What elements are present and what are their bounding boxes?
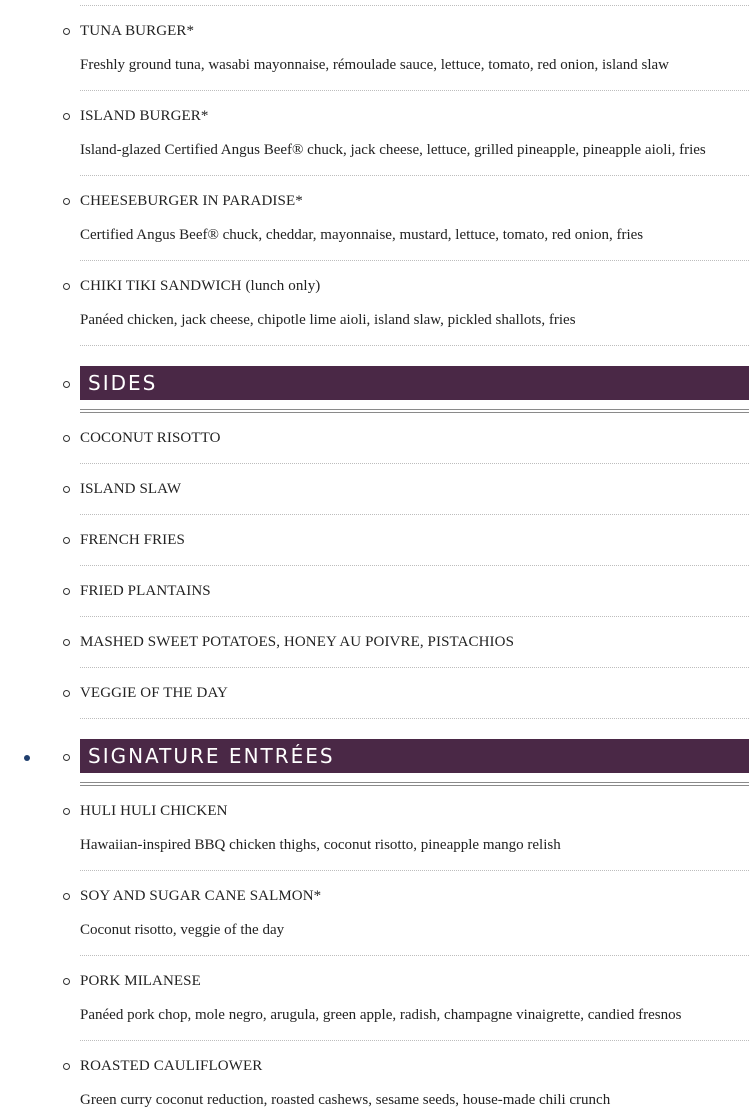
divider <box>80 955 749 956</box>
menu-item-name: ROASTED CAULIFLOWER <box>80 1058 263 1074</box>
section-divider <box>80 782 749 786</box>
section-header-sides <box>80 366 749 400</box>
menu-item-name: HULI HULI CHICKEN <box>80 803 228 819</box>
menu-item-name: CHIKI TIKI SANDWICH (lunch only) <box>80 278 321 294</box>
section-title: SIDES <box>88 371 158 395</box>
divider <box>80 260 749 261</box>
list-bullet <box>63 198 70 205</box>
divider <box>80 718 749 719</box>
menu-item-name: SOY AND SUGAR CANE SALMON* <box>80 888 322 904</box>
divider <box>80 345 749 346</box>
menu-item-name: PORK MILANESE <box>80 973 201 989</box>
side-item: FRENCH FRIES <box>80 532 185 548</box>
divider <box>80 616 749 617</box>
divider <box>80 5 749 6</box>
side-item: MASHED SWEET POTATOES, HONEY AU POIVRE, PISTACHIOS <box>80 634 515 650</box>
side-item: FRIED PLANTAINS <box>80 583 211 599</box>
list-bullet <box>63 690 70 697</box>
section-header-signature-entrees <box>80 739 749 773</box>
section-divider <box>80 409 749 413</box>
menu-item-description: Freshly ground tuna, wasabi mayonnaise, rémoulade sauce, lettuce, tomato, red onion, island slaw <box>80 57 670 73</box>
list-bullet <box>63 537 70 544</box>
divider <box>80 1040 749 1041</box>
divider <box>80 870 749 871</box>
menu-item-description: Coconut risotto, veggie of the day <box>80 922 285 938</box>
menu-item-description: Green curry coconut reduction, roasted cashews, sesame seeds, house-made chili crunch <box>80 1092 611 1107</box>
side-item: ISLAND SLAW <box>80 481 182 497</box>
list-bullet <box>63 754 70 761</box>
list-bullet <box>63 893 70 900</box>
menu-item-name: ISLAND BURGER* <box>80 108 209 124</box>
list-bullet <box>63 283 70 290</box>
list-bullet <box>63 1063 70 1070</box>
divider <box>80 175 749 176</box>
list-bullet <box>63 113 70 120</box>
section-title: SIGNATURE ENTRÉES <box>88 744 335 768</box>
menu-item-name: CHEESEBURGER IN PARADISE* <box>80 193 303 209</box>
list-bullet <box>63 588 70 595</box>
menu-item-description: Panéed chicken, jack cheese, chipotle lime aioli, island slaw, pickled shallots, fries <box>80 312 576 328</box>
list-bullet <box>63 28 70 35</box>
menu-item-description: Certified Angus Beef® chuck, cheddar, mayonnaise, mustard, lettuce, tomato, red onion, fries <box>80 227 644 243</box>
divider <box>80 667 749 668</box>
divider <box>80 90 749 91</box>
divider <box>80 565 749 566</box>
menu-item-name: TUNA BURGER* <box>80 23 195 39</box>
list-bullet <box>63 486 70 493</box>
menu-item-description: Panéed pork chop, mole negro, arugula, green apple, radish, champagne vinaigrette, candied fresnos <box>80 1007 682 1023</box>
side-item: COCONUT RISOTTO <box>80 430 221 446</box>
list-bullet <box>63 435 70 442</box>
list-bullet <box>63 639 70 646</box>
list-bullet <box>63 381 70 388</box>
divider <box>80 463 749 464</box>
list-bullet <box>63 978 70 985</box>
side-item: VEGGIE OF THE DAY <box>80 685 228 701</box>
menu-item-description: Island-glazed Certified Angus Beef® chuck, jack cheese, lettuce, grilled pineapple, pineapple aioli, fries <box>80 142 706 158</box>
menu-item-description: Hawaiian-inspired BBQ chicken thighs, coconut risotto, pineapple mango relish <box>80 837 561 853</box>
list-bullet <box>63 808 70 815</box>
outer-list-bullet <box>24 755 30 761</box>
divider <box>80 514 749 515</box>
